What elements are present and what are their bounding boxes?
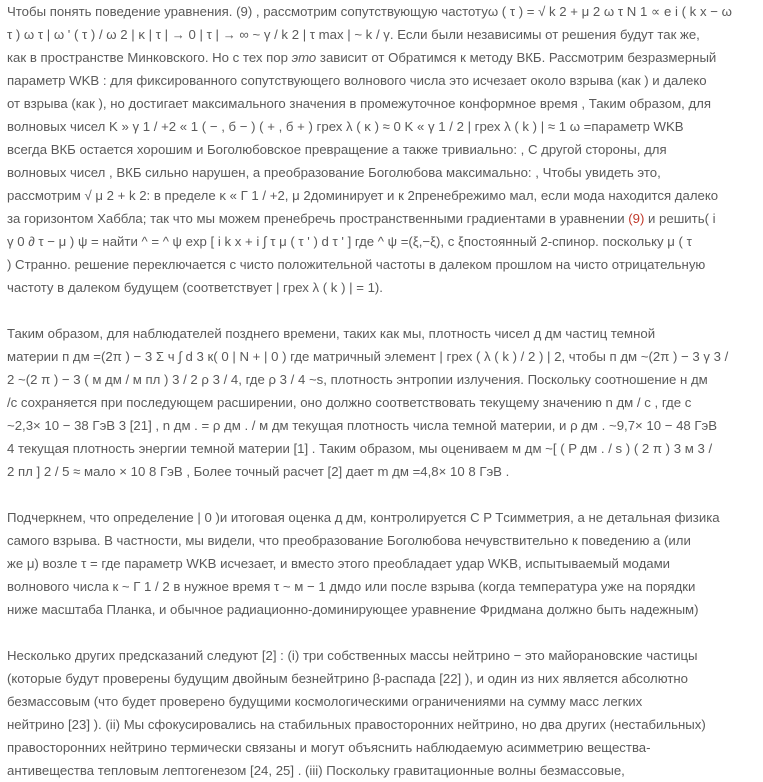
text-line bbox=[7, 184, 759, 207]
document-body bbox=[7, 0, 759, 782]
text-line bbox=[7, 437, 759, 460]
text-line bbox=[7, 253, 759, 276]
text-segment: Подчеркнем, что определение | 0 )и итоговая оценка д дм, контролируется C P Tсимметрия, а не детальная физика bbox=[7, 510, 720, 525]
paragraph-gap bbox=[7, 483, 759, 506]
text-segment: материи п дм =(2π ) − 3 Σ ч ∫ d 3 к( 0 | N + | 0 ) где матричный элемент | грех ( λ ( k ) / 2 ) | 2, чтобы п дм ~(2π ) − 3 γ 3 / bbox=[7, 349, 729, 364]
text-segment: безмассовым (что будет проверено будущими космологическими ограничениями на сумму масс легких bbox=[7, 694, 643, 709]
text-segment: ниже масштаба Планка, и обычное радиационно-доминирующее уравнение Фридмана должно быть надежным) bbox=[7, 602, 699, 617]
text-segment: всегда ВКБ остается хорошим и Боголюбовское превращение а также тривиально: , С другой стороны, для bbox=[7, 142, 667, 157]
text-segment: самого взрыва. В частности, мы видели, что преобразование Боголюбова нечувствительно к поведению a (или bbox=[7, 533, 691, 548]
text-line bbox=[7, 552, 759, 575]
text-line bbox=[7, 575, 759, 598]
text-line bbox=[7, 644, 759, 667]
text-line bbox=[7, 0, 759, 23]
text-line bbox=[7, 460, 759, 483]
text-segment: волнового числа к ~ Г 1 / 2 в нужное время τ ~ м − 1 дмдо или после взрыва (когда температура уже на порядки bbox=[7, 579, 696, 594]
text-line bbox=[7, 92, 759, 115]
text-line bbox=[7, 736, 759, 759]
text-line bbox=[7, 161, 759, 184]
text-segment: 2 пл ] 2 / 5 ≈ мало × 10 8 ГэВ , Более точный расчет [2] дает m дм =4,8× 10 8 ГэВ . bbox=[7, 464, 510, 479]
text-line bbox=[7, 345, 759, 368]
paragraph-gap bbox=[7, 621, 759, 644]
text-segment: и решить( i bbox=[644, 211, 716, 226]
text-line bbox=[7, 690, 759, 713]
text-segment: частоту в далеком будущем (соответствует | грех λ ( k ) | = 1). bbox=[7, 280, 383, 295]
text-line bbox=[7, 69, 759, 92]
text-segment: 4 текущая плотность энергии темной материи [1] . Таким образом, мы оцениваем м дм ~[ ( P дм . / s ) ( 2 π ) 3 м 3 / bbox=[7, 441, 713, 456]
text-line bbox=[7, 529, 759, 552]
equation-reference-link[interactable]: (9) bbox=[628, 211, 645, 226]
text-segment: антивещества тепловым лептогенезом [24, 25] . (iii) Поскольку гравитационные волны безмассовые, bbox=[7, 763, 625, 778]
text-segment: (которые будут проверены будущим двойным безнейтрино β-распада [22] ), и один из них является абсолютно bbox=[7, 671, 688, 686]
text-segment: волновых чисел K » γ 1 / +2 « 1 ( − , б − ) ( + , б + ) грех λ ( κ ) ≈ 0 K « γ 1 / 2 | грех λ ( k ) | ≈ 1 ω =параметр WKB bbox=[7, 119, 684, 134]
text-segment: за горизонтом Хаббла; так что мы можем пренебречь пространственными градиентами в уравнении bbox=[7, 211, 629, 226]
paragraph bbox=[7, 644, 759, 782]
text-line bbox=[7, 598, 759, 621]
text-segment: /с сохраняется при последующем расширении, оно должно соответствовать текущему значению n дм / с , где с bbox=[7, 395, 692, 410]
text-segment: как в пространстве Минковского. Но с тех пор bbox=[7, 50, 292, 65]
text-line bbox=[7, 506, 759, 529]
text-segment: ~2,3× 10 − 38 ГэВ 3 [21] , n дм . = ρ дм . / м дм текущая плотность числа темной материи, и ρ дм . ~9,7× 10 − 48 ГэВ bbox=[7, 418, 718, 433]
text-segment: Таким образом, для наблюдателей позднего времени, таких как мы, плотность чисел д дм частиц темной bbox=[7, 326, 656, 341]
text-line bbox=[7, 115, 759, 138]
text-segment: ) Странно. решение переключается с чисто положительной частоты в далеком прошлом на чисто отрицательную bbox=[7, 257, 706, 272]
text-segment: параметр WKB : для фиксированного сопутствующего волнового числа это исчезает около взрыва (как ) и далеко bbox=[7, 73, 707, 88]
text-segment: это bbox=[291, 50, 317, 65]
text-line bbox=[7, 138, 759, 161]
text-line bbox=[7, 391, 759, 414]
text-line bbox=[7, 368, 759, 391]
text-segment: 2 ~(2 π ) − 3 ( м дм / м пл ) 3 / 2 ρ 3 / 4, где ρ 3 / 4 ~s, плотность энтропии излучения. Поскольку соотношение н дм bbox=[7, 372, 708, 387]
text-segment: γ 0 ∂ τ − μ ) ψ = найти ^ = ^ ψ exp [ i k x + i ∫ τ μ ( τ ' ) d τ ' ] где ^ ψ =(ξ,−ξ), с ξпостоянный 2-спинор. поскольку μ ( τ bbox=[7, 234, 692, 249]
text-segment: от взрыва (как ), но достигает максимального значения в промежуточное конформное время , Таким образом, для bbox=[7, 96, 711, 111]
text-segment: Чтобы понять поведение уравнения. (9) , рассмотрим сопутствующую частотуω ( τ ) = √ k 2 + μ 2 ω τ N 1 ∝ e i ( k x − ω bbox=[7, 4, 732, 19]
text-segment: зависит от Обратимся к методу ВКБ. Рассмотрим безразмерный bbox=[316, 50, 717, 65]
text-line bbox=[7, 23, 759, 46]
text-line bbox=[7, 759, 759, 782]
text-line bbox=[7, 713, 759, 736]
paragraph bbox=[7, 506, 759, 621]
text-segment: Несколько других предсказаний следуют [2] : (i) три собственных массы нейтрино − это майорановские частицы bbox=[7, 648, 698, 663]
text-line bbox=[7, 667, 759, 690]
text-segment: τ ) ω τ | ω ' ( τ ) / ω 2 | κ | τ | → 0 | τ | → ∞ ~ γ / k 2 | τ max | ~ k / γ. Если были независимы от решения будут так же, bbox=[7, 27, 700, 42]
text-line bbox=[7, 276, 759, 299]
text-line bbox=[7, 230, 759, 253]
text-segment: же μ) возле τ = где параметр WKB исчезает, и вместо этого преобладает удар WKB, испытываемый модами bbox=[7, 556, 671, 571]
text-line bbox=[7, 207, 759, 230]
paragraph-gap bbox=[7, 299, 759, 322]
text-line bbox=[7, 414, 759, 437]
text-segment: нейтрино [23] ). (ii) Мы сфокусировались на стабильных правосторонних нейтрино, но два других (нестабильных) bbox=[7, 717, 706, 732]
paragraph bbox=[7, 0, 759, 299]
text-line bbox=[7, 322, 759, 345]
paragraph bbox=[7, 322, 759, 483]
text-segment: рассмотрим √ μ 2 + k 2: в пределе κ « Г 1 / +2, μ 2доминирует и к 2пренебрежимо мал, если мода находится далеко bbox=[7, 188, 719, 203]
text-segment: волновых чисел , ВКБ сильно нарушен, а преобразование Боголюбова максимально: , Чтобы увидеть это, bbox=[7, 165, 661, 180]
text-line bbox=[7, 46, 759, 69]
text-segment: правосторонних нейтрино термически связаны и могут объяснить наблюдаемую асимметрию вещества- bbox=[7, 740, 651, 755]
